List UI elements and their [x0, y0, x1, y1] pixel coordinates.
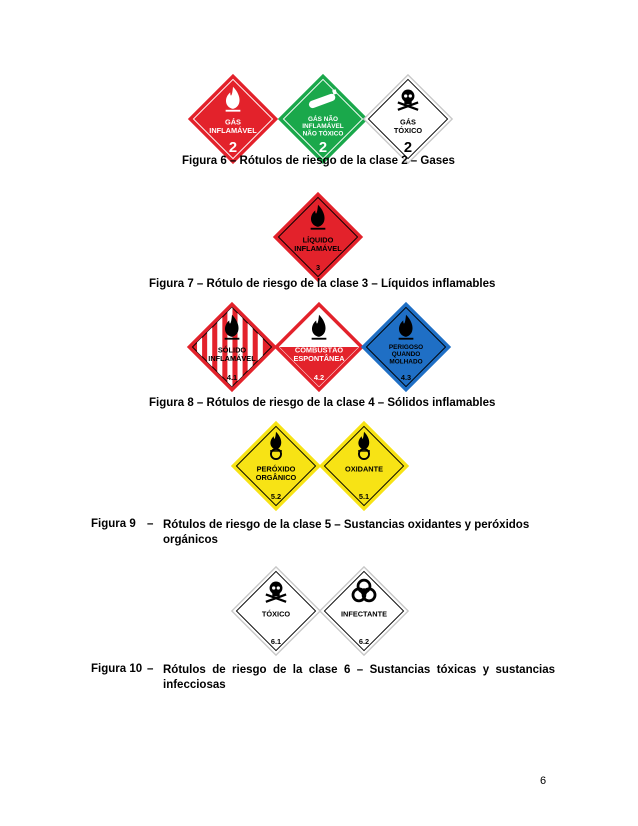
hazard-label-text: INFLAMÁVEL	[302, 123, 344, 131]
figure-7-caption: Figura 7 – Rótulo de riesgo de la clase 3 – Líquidos inflamables	[149, 278, 496, 290]
hazard-label-text: INFLAMÁVEL	[294, 243, 342, 253]
hazard-label-text: MOLHADO	[389, 358, 423, 366]
hazard-label-text: TÓXICO	[393, 125, 423, 135]
hazard-label-text: INFLAMÁVEL	[209, 125, 257, 135]
hazard-label-non-flammable-gas	[277, 73, 369, 165]
hazard-label-oxidizer	[318, 420, 410, 512]
figure-10-caption-text	[163, 663, 555, 693]
hazard-class-number: 2	[318, 140, 328, 157]
hazard-class-number: 4.2	[313, 373, 325, 383]
figure-10-caption-line-1: Rótulos de riesgo de la clase 6 – Sustancias tóxicas y sustancias	[163, 664, 555, 676]
hazard-label-flammable-gas	[187, 73, 279, 165]
hazard-class-number: 4.3	[400, 373, 412, 383]
figure-10-dash: –	[147, 663, 154, 675]
hazard-label-text: SÓLIDO	[217, 345, 247, 355]
hazard-label-infectious	[318, 565, 410, 657]
hazard-label-text: GÁS NÃO	[307, 115, 339, 123]
hazard-label-text: ESPONTÂNEA	[293, 353, 345, 363]
hazard-label-flammable-liquid	[272, 191, 364, 283]
hazard-label-text: INFECTANTE	[340, 609, 388, 619]
figure-9-caption-line-2: orgánicos	[163, 534, 218, 546]
hazard-label-toxic-gas	[362, 73, 454, 165]
hazard-label-flammable-solid	[186, 301, 278, 393]
hazard-class-number: 2	[228, 140, 238, 157]
hazard-class-number: 3	[315, 263, 321, 273]
figure-10-caption-line-2: infecciosas	[163, 679, 226, 691]
hazard-class-number: 2	[403, 140, 413, 157]
hazard-class-number: 6.1	[270, 637, 282, 647]
figure-8-caption: Figura 8 – Rótulos de riesgo de la clase 4 – Sólidos inflamables	[149, 397, 496, 409]
figure-9-dash: –	[147, 518, 154, 530]
figure-9-caption-line-1: Rótulos de riesgo de la clase 5 – Sustancias oxidantes y peróxidos	[163, 519, 530, 531]
hazard-label-text: PERÓXIDO	[256, 464, 296, 474]
hazard-label-text: GÁS	[225, 117, 241, 127]
hazard-label-text: INFLAMÁVEL	[208, 353, 256, 363]
hazard-class-number: 4.1	[226, 373, 238, 383]
hazard-label-text: QUANDO	[391, 351, 421, 359]
hazard-label-text: NÃO TÓXICO	[302, 130, 344, 138]
hazard-label-dangerous-when-wet	[360, 301, 452, 393]
figure-6-caption: Figura 6 – Rótulos de riesgo de la clase 2 – Gases	[182, 155, 455, 167]
hazard-label-text: PERIGOSO	[388, 343, 424, 351]
hazard-class-number: 6.2	[358, 637, 370, 647]
hazard-label-text: LÍQUIDO	[302, 235, 334, 245]
hazard-label-spontaneous-combustion	[273, 301, 365, 393]
page-number: 6	[540, 775, 547, 787]
hazard-label-text: GÁS	[400, 117, 416, 127]
figure-10-label: Figura 10	[91, 663, 143, 675]
hazard-label-text: OXIDANTE	[344, 464, 384, 474]
hazard-label-text: ORGÂNICO	[255, 472, 297, 482]
hazard-label-organic-peroxide	[230, 420, 322, 512]
hazard-class-number: 5.2	[270, 492, 282, 502]
hazard-label-toxic	[230, 565, 322, 657]
figure-9-caption-text	[163, 518, 555, 548]
hazard-label-text: COMBUSTÃO	[294, 345, 344, 355]
figure-9-label: Figura 9	[91, 518, 136, 530]
hazard-class-number: 5.1	[358, 492, 370, 502]
hazard-label-text: TÓXICO	[261, 609, 291, 619]
